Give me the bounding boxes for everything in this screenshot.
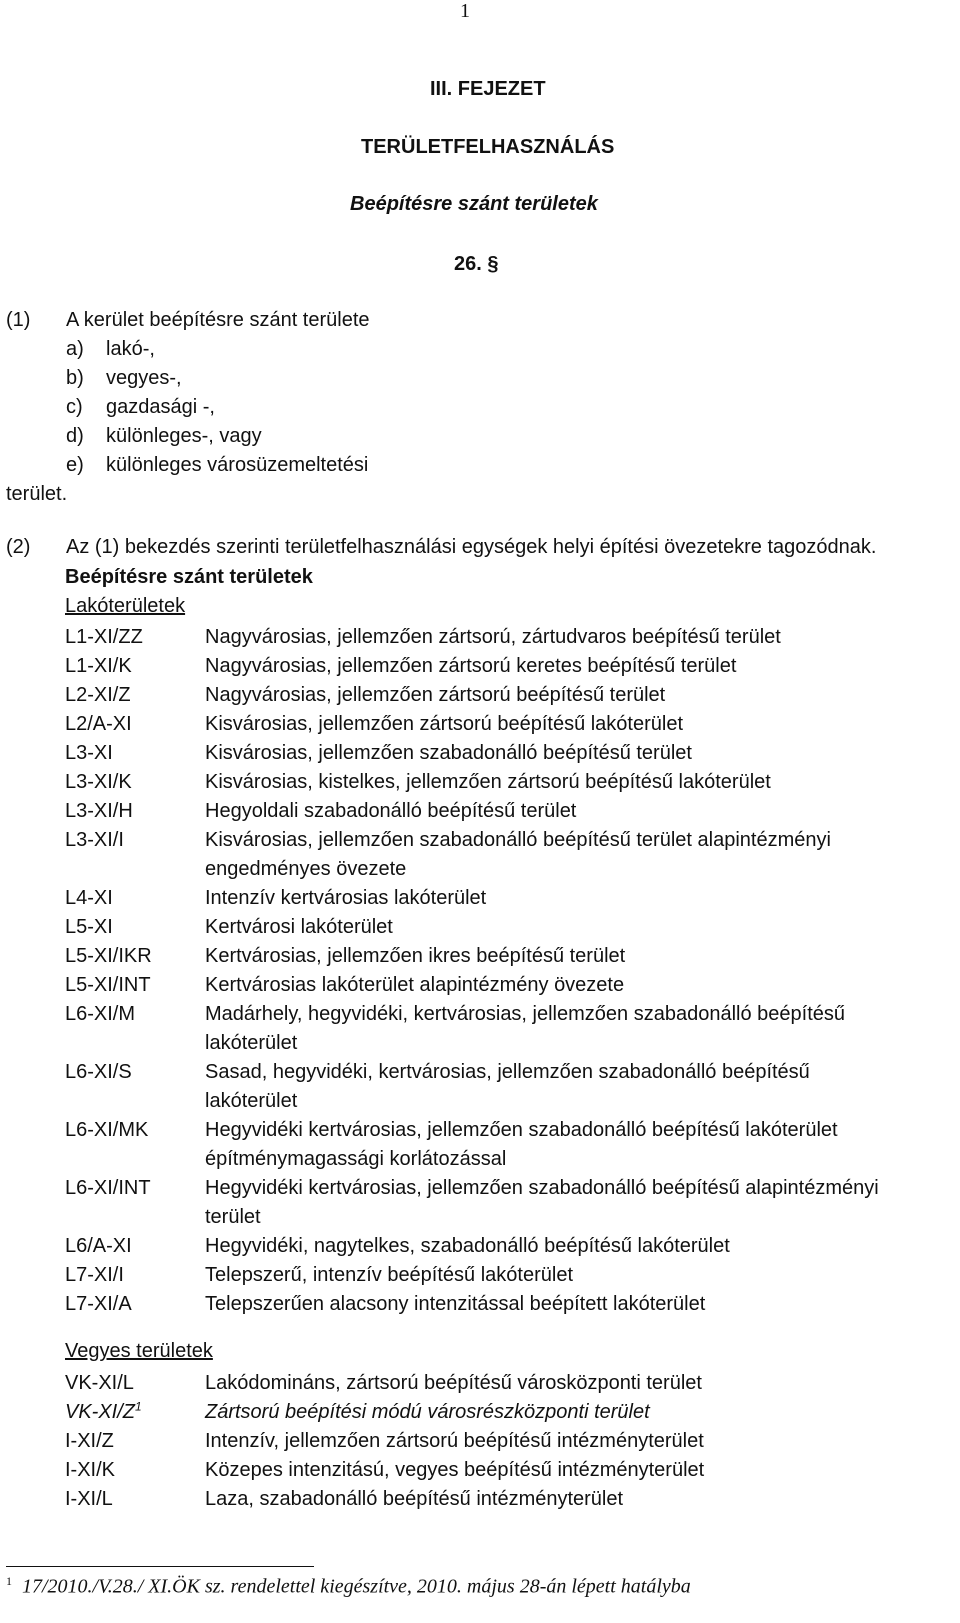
zone-row [65,1427,925,1456]
zone-row [65,681,925,710]
zone-code [65,1174,205,1232]
section-number: 26. § [454,253,499,275]
zone-row [65,1058,925,1116]
paragraph-text: Az (1) bekezdés szerinti területfelhasználási egységek helyi építési övezetekre tagozódnak. [66,536,877,558]
topic-heading: TERÜLETFELHASZNÁLÁS [361,136,615,158]
footnote-mark: 1 [6,1574,12,1588]
zone-code-text: VK-XI/Z [65,1401,136,1423]
list-item-letter: e) [66,454,84,476]
zone-row [65,826,925,884]
paragraph-number: (1) [6,309,31,331]
zone-description: Kertvárosi lakóterület [205,916,393,938]
zone-code [65,826,205,884]
zone-code-text: L6-XI/INT [65,1177,151,1199]
zone-code-text: I-XI/K [65,1459,116,1481]
zone-code-text: L6-XI/MK [65,1119,149,1141]
zone-code [65,739,205,768]
footnote [6,1574,691,1599]
zone-code-text: L3-XI/K [65,771,132,793]
zone-code-text: VK-XI/L [65,1372,134,1394]
zone-row [65,739,925,768]
page-number: 1 [460,0,470,22]
list-item [6,393,370,422]
paragraph-closing-text: terület. [6,483,68,505]
zone-code [65,1427,205,1456]
list-item-text: különleges-, vagy [106,425,262,447]
zone-code [65,797,205,826]
zone-code-text: L2-XI/Z [65,684,131,706]
zone-row [65,1174,925,1232]
zone-row [65,1456,925,1485]
zone-code-text: I-XI/L [65,1488,113,1510]
zone-description: Kisvárosias, jellemzően szabadonálló beépítésű terület alapintézményi engedményes övezete [205,829,831,880]
zone-code [65,1058,205,1116]
zone-code [65,1261,205,1290]
zone-code-text: L5-XI [65,916,113,938]
zone-row [65,1485,925,1514]
subheading: Beépítésre szánt területek [350,193,598,215]
zone-row [65,768,925,797]
zone-code [65,652,205,681]
list-item [6,335,370,364]
residential-zone-list [65,623,925,1319]
zone-description: Sasad, hegyvidéki, kertvárosias, jellemzően szabadonálló beépítésű lakóterület [205,1061,810,1112]
paragraph-text: A kerület beépítésre szánt területe [66,309,370,331]
zone-row [65,1232,925,1261]
zone-description: Madárhely, hegyvidéki, kertvárosias, jellemzően szabadonálló beépítésű lakóterület [205,1003,845,1054]
zone-description: Kisvárosias, jellemzően zártsorú beépítésű lakóterület [205,713,684,735]
zone-code-text: L5-XI/IKR [65,945,152,967]
footnote-text: 17/2010./V.28./ XI.ÖK sz. rendelettel kiegészítve, 2010. május 28-án lépett hatályba [22,1575,691,1598]
zone-code-text: L6-XI/S [65,1061,132,1083]
zone-code [65,942,205,971]
zone-row [65,1261,925,1290]
paragraph-1-intro [6,306,370,335]
mixed-heading: Vegyes területek [65,1340,213,1362]
zone-code-text: L7-XI/I [65,1264,124,1286]
zone-code-text: I-XI/Z [65,1430,114,1452]
zone-row [65,652,925,681]
list-item [6,451,370,480]
zone-description: Hegyvidéki kertvárosias, jellemzően szabadonálló beépítésű alapintézményi terület [205,1177,879,1228]
zone-description: Kisvárosias, kistelkes, jellemzően zártsorú beépítésű lakóterület [205,771,771,793]
zone-description: Intenzív kertvárosias lakóterület [205,887,487,909]
list-item-text: vegyes-, [106,367,182,389]
list-item-letter: b) [66,367,84,389]
zone-code [65,1000,205,1058]
list-item-text: gazdasági -, [106,396,215,418]
zone-code-text: L6/A-XI [65,1235,132,1257]
zone-code-text: L3-XI/H [65,800,133,822]
list-item-letter: a) [66,338,84,360]
zone-code-text: L4-XI [65,887,113,909]
list-item-letter: d) [66,425,84,447]
zone-code-text: L6-XI/M [65,1003,136,1025]
paragraph-1-closing [6,480,370,509]
group-title: Beépítésre szánt területek [65,566,313,588]
zone-code [65,1485,205,1514]
zone-code [65,1290,205,1319]
zone-code-text: L7-XI/A [65,1293,132,1315]
paragraph-1 [6,306,370,509]
zone-code [65,971,205,1000]
paragraph-number: (2) [6,536,31,558]
list-item-letter: c) [66,396,83,418]
list-item [6,422,370,451]
zone-row [65,971,925,1000]
zone-code-text: L1-XI/ZZ [65,626,143,648]
zone-description: Kisvárosias, jellemzően szabadonálló beépítésű terület [205,742,692,764]
zone-code-text: L5-XI/INT [65,974,151,996]
list-item-text: lakó-, [106,338,155,360]
zone-description: Hegyvidéki, nagytelkes, szabadonálló beépítésű lakóterület [205,1235,730,1257]
zone-description: Közepes intenzitású, vegyes beépítésű intézményterület [205,1459,705,1481]
zone-description: Kertvárosias, jellemzően ikres beépítésű terület [205,945,626,967]
zone-code-text: L3-XI [65,742,113,764]
zone-description: Nagyvárosias, jellemzően zártsorú keretes beépítésű terület [205,655,737,677]
zone-code [65,913,205,942]
zone-code-text: L2/A-XI [65,713,132,735]
zone-code [65,884,205,913]
zone-description: Nagyvárosias, jellemzően zártsorú beépítésű terület [205,684,666,706]
residential-heading: Lakóterületek [65,595,186,617]
zone-description: Laza, szabadonálló beépítésű intézményterület [205,1488,624,1510]
zone-row [65,942,925,971]
zone-description: Intenzív, jellemzően zártsorú beépítésű intézményterület [205,1430,704,1452]
zone-row [65,623,925,652]
zone-description: Telepszerűen alacsony intenzitással beépített lakóterület [205,1293,706,1315]
zone-description: Telepszerű, intenzív beépítésű lakóterület [205,1264,573,1286]
zone-description: Lakódomináns, zártsorú beépítésű városközponti terület [205,1372,702,1394]
zone-code [65,1456,205,1485]
zone-code [65,681,205,710]
zone-row [65,710,925,739]
zone-code-text: L1-XI/K [65,655,132,677]
zone-row [65,884,925,913]
zone-code [65,1369,205,1398]
list-item [6,364,370,393]
zone-row [65,1398,925,1427]
zone-code [65,1398,205,1427]
zone-description: Hegyoldali szabadonálló beépítésű terület [205,800,577,822]
zone-row [65,1116,925,1174]
zone-row [65,1369,925,1398]
zone-description: Kertvárosias lakóterület alapintézmény övezete [205,974,625,996]
footnote-reference[interactable]: 1 [135,1399,142,1414]
zone-description: Nagyvárosias, jellemzően zártsorú, zártudvaros beépítésű terület [205,626,781,648]
zone-code-text: L3-XI/I [65,829,124,851]
mixed-zone-list [65,1369,925,1514]
list-item-text: különleges városüzemeltetési [106,454,369,476]
zone-row [65,1000,925,1058]
zone-code [65,710,205,739]
zone-code [65,1116,205,1174]
zone-code [65,623,205,652]
zone-row [65,913,925,942]
zone-row [65,797,925,826]
chapter-heading: III. FEJEZET [430,78,546,100]
footnote-divider [6,1566,314,1567]
zone-code [65,768,205,797]
paragraph-2 [6,533,876,562]
zone-description: Zártsorú beépítési módú városrészközponti terület [205,1401,650,1423]
zone-row [65,1290,925,1319]
zone-description: Hegyvidéki kertvárosias, jellemzően szabadonálló beépítésű lakóterület építménymagassági korlátozással [205,1119,838,1170]
zone-code [65,1232,205,1261]
